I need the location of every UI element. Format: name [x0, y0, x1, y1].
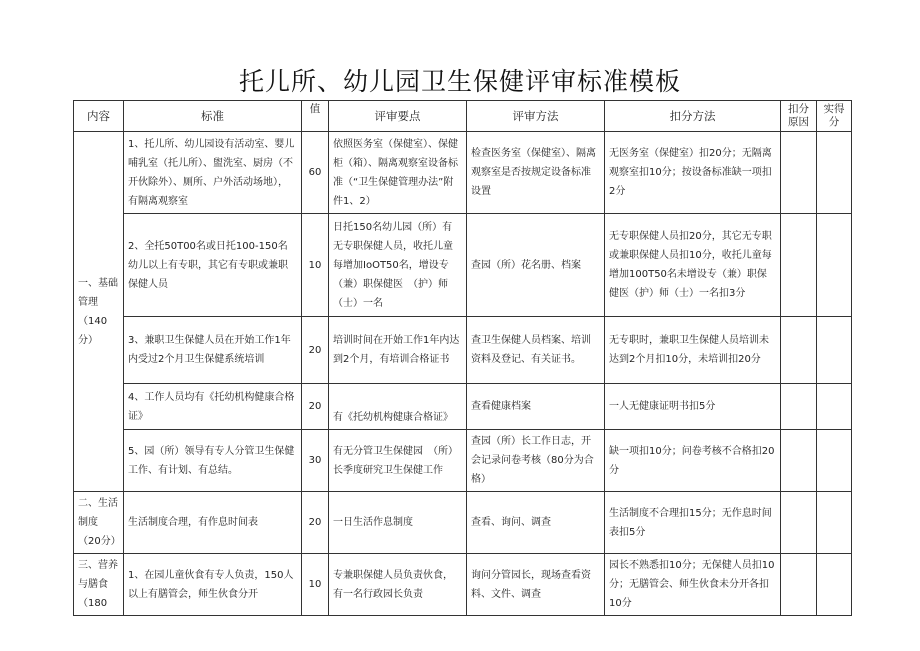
section-label: 三、营养与膳食（180: [74, 554, 124, 616]
reason-cell: [781, 430, 817, 492]
table-row: [74, 554, 852, 616]
method-cell: 查园（所）长工作日志，开会记录问卷考核（80分为合格）: [467, 430, 605, 492]
table-row: [74, 317, 852, 384]
deduct-cell: 无医务室（保健室）扣20分；无隔离观察室扣10分；按设备标准缺一项扣2分: [605, 132, 781, 214]
header-standard: 标准: [124, 101, 302, 132]
evaluation-table: [73, 100, 852, 616]
table-row: [74, 492, 852, 554]
header-reason: 扣分原因: [781, 101, 817, 132]
method-cell: 查看、询问、调查: [467, 492, 605, 554]
header-deduct: 扣分方法: [605, 101, 781, 132]
actual-cell: [817, 214, 852, 317]
section-label: 一、基础管理（140分）: [74, 132, 124, 492]
score-cell: 30: [302, 430, 329, 492]
score-cell: 20: [302, 492, 329, 554]
deduct-cell: 一人无健康证明书扣5分: [605, 384, 781, 430]
header-score: 值: [302, 101, 329, 132]
header-method: 评审方法: [467, 101, 605, 132]
header-content: 内容: [74, 101, 124, 132]
actual-cell: [817, 554, 852, 616]
table-row: [74, 214, 852, 317]
deduct-cell: 无专职时，兼职卫生保健人员培训未达到2个月扣10分，未培训扣20分: [605, 317, 781, 384]
table-row: [74, 384, 852, 430]
points-cell: 专兼职保健人员负责伙食，有一名行政园长负责: [329, 554, 467, 616]
table-row: [74, 132, 852, 214]
method-cell: 查卫生保健人员档案、培训资料及登记、有关证书。: [467, 317, 605, 384]
reason-cell: [781, 132, 817, 214]
points-cell: 一日生活作息制度: [329, 492, 467, 554]
actual-cell: [817, 317, 852, 384]
standard-cell: 4、工作人员均有《托幼机构健康合格证》: [124, 384, 302, 430]
reason-cell: [781, 384, 817, 430]
points-cell: 有《托幼机构健康合格证》: [329, 384, 467, 430]
standard-cell: 1、在园儿童伙食有专人负责，150人以上有膳管会，师生伙食分开: [124, 554, 302, 616]
deduct-cell: 缺一项扣10分；问卷考核不合格扣20分: [605, 430, 781, 492]
method-cell: 检查医务室（保健室）、隔离观察室是否按规定设备标准设置: [467, 132, 605, 214]
score-cell: 20: [302, 317, 329, 384]
score-cell: 10: [302, 554, 329, 616]
score-cell: 10: [302, 214, 329, 317]
deduct-cell: 生活制度不合理扣15分；无作息时间表扣5分: [605, 492, 781, 554]
deduct-cell: 无专职保健人员扣20分，其它无专职或兼职保健人员扣10分，收托儿童每增加100T50名未增设专（兼）职保健医（护）师（士）一名扣3分: [605, 214, 781, 317]
reason-cell: [781, 214, 817, 317]
page-title: 托儿所、幼儿园卫生保健评审标准模板: [238, 67, 681, 96]
header-row: [74, 101, 852, 132]
method-cell: 查园（所）花名册、档案: [467, 214, 605, 317]
score-cell: 20: [302, 384, 329, 430]
score-cell: 60: [302, 132, 329, 214]
standard-cell: 1、托儿所、幼儿园设有活动室、婴儿哺乳室（托儿所）、盥洗室、厨房（不开伙除外）、厕所、户外活动场地），有隔离观察室: [124, 132, 302, 214]
actual-cell: [817, 132, 852, 214]
points-cell: 有无分管卫生保健园 （所）长季度研究卫生保健工作: [329, 430, 467, 492]
table-row: [74, 430, 852, 492]
reason-cell: [781, 317, 817, 384]
actual-cell: [817, 430, 852, 492]
points-cell: 依照医务室（保健室）、保健柜（箱）、隔离观察室设备标准（“卫生保健管理办法”附件1、2）: [329, 132, 467, 214]
actual-cell: [817, 384, 852, 430]
reason-cell: [781, 492, 817, 554]
standard-cell: 2、全托50T00名或日托100-150名幼儿以上有专职，其它有专职或兼职保健人员: [124, 214, 302, 317]
reason-cell: [781, 554, 817, 616]
method-cell: 查看健康档案: [467, 384, 605, 430]
standard-cell: 3、兼职卫生保健人员在开始工作1年内受过2个月卫生保健系统培训: [124, 317, 302, 384]
deduct-cell: 园长不熟悉扣10分；无保健人员扣10分；无膳管会、师生伙食未分开各扣10分: [605, 554, 781, 616]
method-cell: 询问分管园长，现场查看资料、文件、调查: [467, 554, 605, 616]
standard-cell: 5、园（所）领导有专人分管卫生保健工作、有计划、有总结。: [124, 430, 302, 492]
points-cell: 培训时间在开始工作1年内达到2个月，有培训合格证书: [329, 317, 467, 384]
points-cell: 日托150名幼儿园（所）有无专职保健人员，收托儿童每增加IoOT50名，增设专（兼）职保健医 （护）师（士）一名: [329, 214, 467, 317]
actual-cell: [817, 492, 852, 554]
header-points: 评审要点: [329, 101, 467, 132]
section-label: 二、生活制度（20分）: [74, 492, 124, 554]
header-actual: 实得分: [817, 101, 852, 132]
standard-cell: 生活制度合理，有作息时间表: [124, 492, 302, 554]
